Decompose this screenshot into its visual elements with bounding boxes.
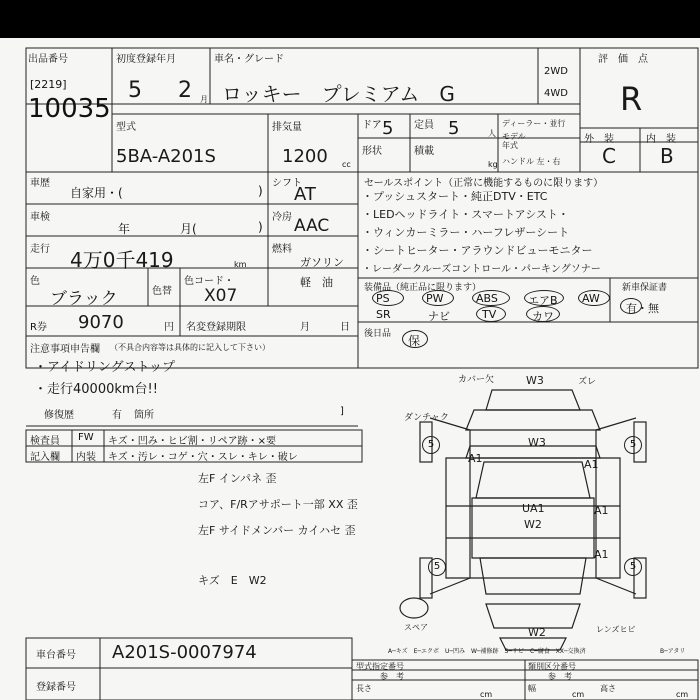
- mark-a1-left: A1: [468, 452, 483, 465]
- km-unit: km: [234, 260, 247, 269]
- mark-w3-top: W3: [526, 374, 544, 387]
- mark-w2-bottom: W2: [528, 626, 546, 639]
- fuel-label: 燃料: [272, 244, 292, 255]
- first-reg-month: 2: [178, 78, 192, 103]
- first-reg-year: 5: [128, 78, 142, 103]
- model-value: 5BA-A201S: [116, 146, 216, 167]
- notes-subtitle: （不具合内容等は具体的に記入して下さい）: [110, 343, 270, 352]
- doors-value: 5: [382, 118, 394, 139]
- tire-front-right: 5: [624, 436, 642, 454]
- interior-value: B: [660, 144, 674, 168]
- equip-airbag: エアB: [528, 294, 558, 307]
- row1-tag: FW: [78, 432, 94, 443]
- annot-lens: レンズヒビ: [596, 625, 636, 634]
- grade-value: R: [620, 80, 643, 118]
- selling-point-5: ・レーダークルーズコントロール・パーキングソナー: [362, 264, 601, 275]
- car-name: ロッキー プレミアム G: [222, 82, 455, 106]
- recycle-value: 9070: [78, 312, 124, 333]
- width-cm: cm: [572, 690, 585, 699]
- selling-points-title: セールスポイント（正常に機能するものに限ります）: [364, 178, 604, 189]
- mark-a1-rear-right: A1: [594, 504, 609, 517]
- tv-circle: [476, 306, 506, 322]
- rear-seat-value: 保: [408, 334, 421, 348]
- repair-label: 修復歴: [44, 410, 74, 421]
- equip-navi: ナビ: [428, 310, 450, 323]
- history-value: 自家用・(: [70, 186, 123, 200]
- width-label: 幅: [528, 684, 536, 693]
- abs-circle: [472, 290, 510, 306]
- aw-circle: [578, 290, 610, 306]
- car-diagram: [400, 390, 646, 650]
- selling-point-4: ・シートヒーター・アラウンドビューモニター: [362, 244, 593, 257]
- annot-cover: カバー欠: [458, 375, 495, 385]
- ref-label-1: 参 考: [380, 672, 404, 681]
- equip-tv: TV: [482, 308, 497, 321]
- chassis-label: 車台番号: [36, 650, 76, 661]
- warranty-label: 新車保証書: [622, 283, 668, 293]
- mileage-label: 走行: [30, 244, 50, 255]
- ps-circle: [372, 290, 404, 306]
- type-spec-label: 型式指定番号: [356, 662, 404, 671]
- paint-label: 色替: [152, 286, 172, 297]
- car-name-label: 車名・グレード: [214, 54, 284, 65]
- exterior-value: C: [602, 144, 616, 168]
- selling-point-3: ・ウィンカーミラー・ハーフレザーシート: [362, 226, 570, 239]
- mark-w2-center: W2: [524, 518, 542, 531]
- first-reg-label: 初度登録年月: [116, 54, 176, 65]
- history-label: 車歴: [30, 178, 50, 189]
- inspection-year: 年: [118, 222, 131, 236]
- tire-front-left: 5: [422, 436, 440, 454]
- entry-label: 記入欄: [30, 452, 60, 463]
- handle-label: ハンドル 左・右: [502, 157, 561, 166]
- displacement-value: 1200: [282, 146, 328, 167]
- mileage-value: 4万0千419: [70, 248, 174, 272]
- equip-sr: SR: [376, 308, 391, 321]
- nc-month: 月: [300, 322, 310, 333]
- legend: A─キズ E─エクボ U─凹み W─補修跡 S─サビ C─腐食 XX─交換済: [388, 648, 586, 655]
- chassis-value: A201S-0007974: [112, 642, 257, 663]
- row1-items: キズ・凹み・ヒビ割・リペア跡・×要: [108, 436, 276, 447]
- grade-label: 評 価 点: [598, 54, 648, 65]
- note-line-2: ・走行40000km台!!: [34, 382, 158, 397]
- repair-close: ]: [340, 406, 344, 417]
- rear-seat-circle: [402, 330, 428, 348]
- capacity-label: 定員: [414, 120, 434, 131]
- annot-zure: ズレ: [578, 377, 597, 387]
- inspection-close: ): [258, 220, 263, 234]
- repair-value: 有: [112, 410, 122, 421]
- warranty-value: 有・無: [626, 302, 659, 315]
- remark-3: 左F サイドメンバー カイハセ 歪: [198, 524, 356, 537]
- kawa-circle: [526, 306, 560, 322]
- nc-day: 日: [340, 322, 350, 333]
- lot-number: 10035: [28, 94, 111, 124]
- airbag-circle: [524, 290, 564, 306]
- capacity-value: 5: [448, 118, 460, 139]
- month-unit: 月: [200, 95, 208, 104]
- height-cm: cm: [676, 690, 689, 699]
- doors-label: ドア: [362, 120, 382, 131]
- history-close: ): [258, 184, 263, 198]
- mark-w3-roof: W3: [528, 436, 546, 449]
- notes-title: 注意事項申告欄: [30, 344, 100, 355]
- lot-number-label: 出品番号: [28, 54, 68, 65]
- person-unit: 人: [488, 129, 496, 138]
- color-label: 色: [30, 276, 40, 287]
- equip-abs: ABS: [476, 292, 498, 305]
- color-code-label: 色コード・: [184, 276, 234, 287]
- remark-2: コア、F/Rアサポート一部 XX 歪: [198, 498, 358, 511]
- color-value: ブラック: [50, 289, 118, 309]
- kg-unit: kg: [488, 160, 498, 169]
- ac-value: AAC: [294, 216, 330, 236]
- annot-spare: スペア: [404, 623, 428, 632]
- inspection-month: 月(: [180, 222, 197, 236]
- rear-seat-label: 後日品: [364, 329, 392, 339]
- remark-4: キズ E W2: [198, 574, 267, 587]
- remark-1: 左F インパネ 歪: [198, 472, 277, 485]
- shape-label: 形状: [362, 146, 382, 157]
- fuel-diesel: 軽 油: [300, 276, 333, 289]
- inspector-label: 検査員: [30, 436, 60, 447]
- load-label: 積載: [414, 146, 434, 157]
- exterior-label: 外 装: [584, 134, 614, 145]
- height-label: 高さ: [600, 684, 616, 693]
- model-year-label: モデル年式: [502, 132, 526, 150]
- lot-sub-number: [2219]: [30, 78, 67, 91]
- note-line-1: ・アイドリングストップ: [34, 360, 176, 375]
- selling-point-1: ・プッシュスタート・純正DTV・ETC: [362, 190, 548, 203]
- yen-unit: 円: [164, 322, 174, 333]
- legend-2: B─アタリ: [660, 648, 686, 655]
- color-code-value: X07: [204, 286, 238, 306]
- inspection-label: 車検: [30, 212, 50, 223]
- tire-rear-right: 5: [624, 558, 642, 576]
- cc-unit: cc: [342, 160, 351, 169]
- equip-kawa: カワ: [532, 310, 554, 323]
- mark-ua1: UA1: [522, 502, 545, 515]
- name-change-label: 名変登録期限: [186, 322, 246, 333]
- interior-label: 内 装: [646, 134, 676, 145]
- shift-label: シフト: [272, 178, 302, 189]
- auction-sheet: [0, 38, 700, 700]
- mark-a1-bottom-right: A1: [594, 548, 609, 561]
- dealer-label: ディーラー・並行: [502, 119, 566, 128]
- ac-label: 冷房: [272, 212, 292, 223]
- length-cm: cm: [480, 690, 493, 699]
- pw-circle: [422, 290, 454, 306]
- class-label: 類別区分番号: [528, 662, 576, 671]
- model-label: 型式: [116, 122, 136, 133]
- equip-pw: PW: [426, 292, 444, 305]
- equip-aw: AW: [582, 292, 600, 305]
- annot-damage: ダンチャク: [404, 413, 449, 423]
- drive-4wd: 4WD: [544, 88, 568, 99]
- shift-value: AT: [294, 184, 316, 205]
- equipment-title: 装備品（純正品に限ります）: [364, 283, 482, 293]
- recycle-label: R券: [30, 322, 47, 333]
- tire-rear-left: 5: [428, 558, 446, 576]
- warranty-circle: [620, 298, 642, 314]
- displacement-label: 排気量: [272, 122, 302, 133]
- fuel-gasoline: ガソリン: [300, 256, 344, 269]
- repair-place: 箇所: [134, 410, 154, 421]
- row2-items: キズ・汚レ・コゲ・穴・スレ・キレ・破レ: [108, 452, 298, 463]
- ref-label-2: 参 考: [548, 672, 572, 681]
- length-label: 長さ: [356, 684, 372, 693]
- mark-a1-right: A1: [584, 458, 599, 471]
- equip-ps: PS: [376, 292, 390, 305]
- registration-label: 登録番号: [36, 682, 76, 693]
- row2-tag: 内装: [76, 452, 96, 463]
- drive-2wd: 2WD: [544, 66, 568, 77]
- selling-point-2: ・LEDヘッドライト・スマートアシスト・: [362, 208, 569, 221]
